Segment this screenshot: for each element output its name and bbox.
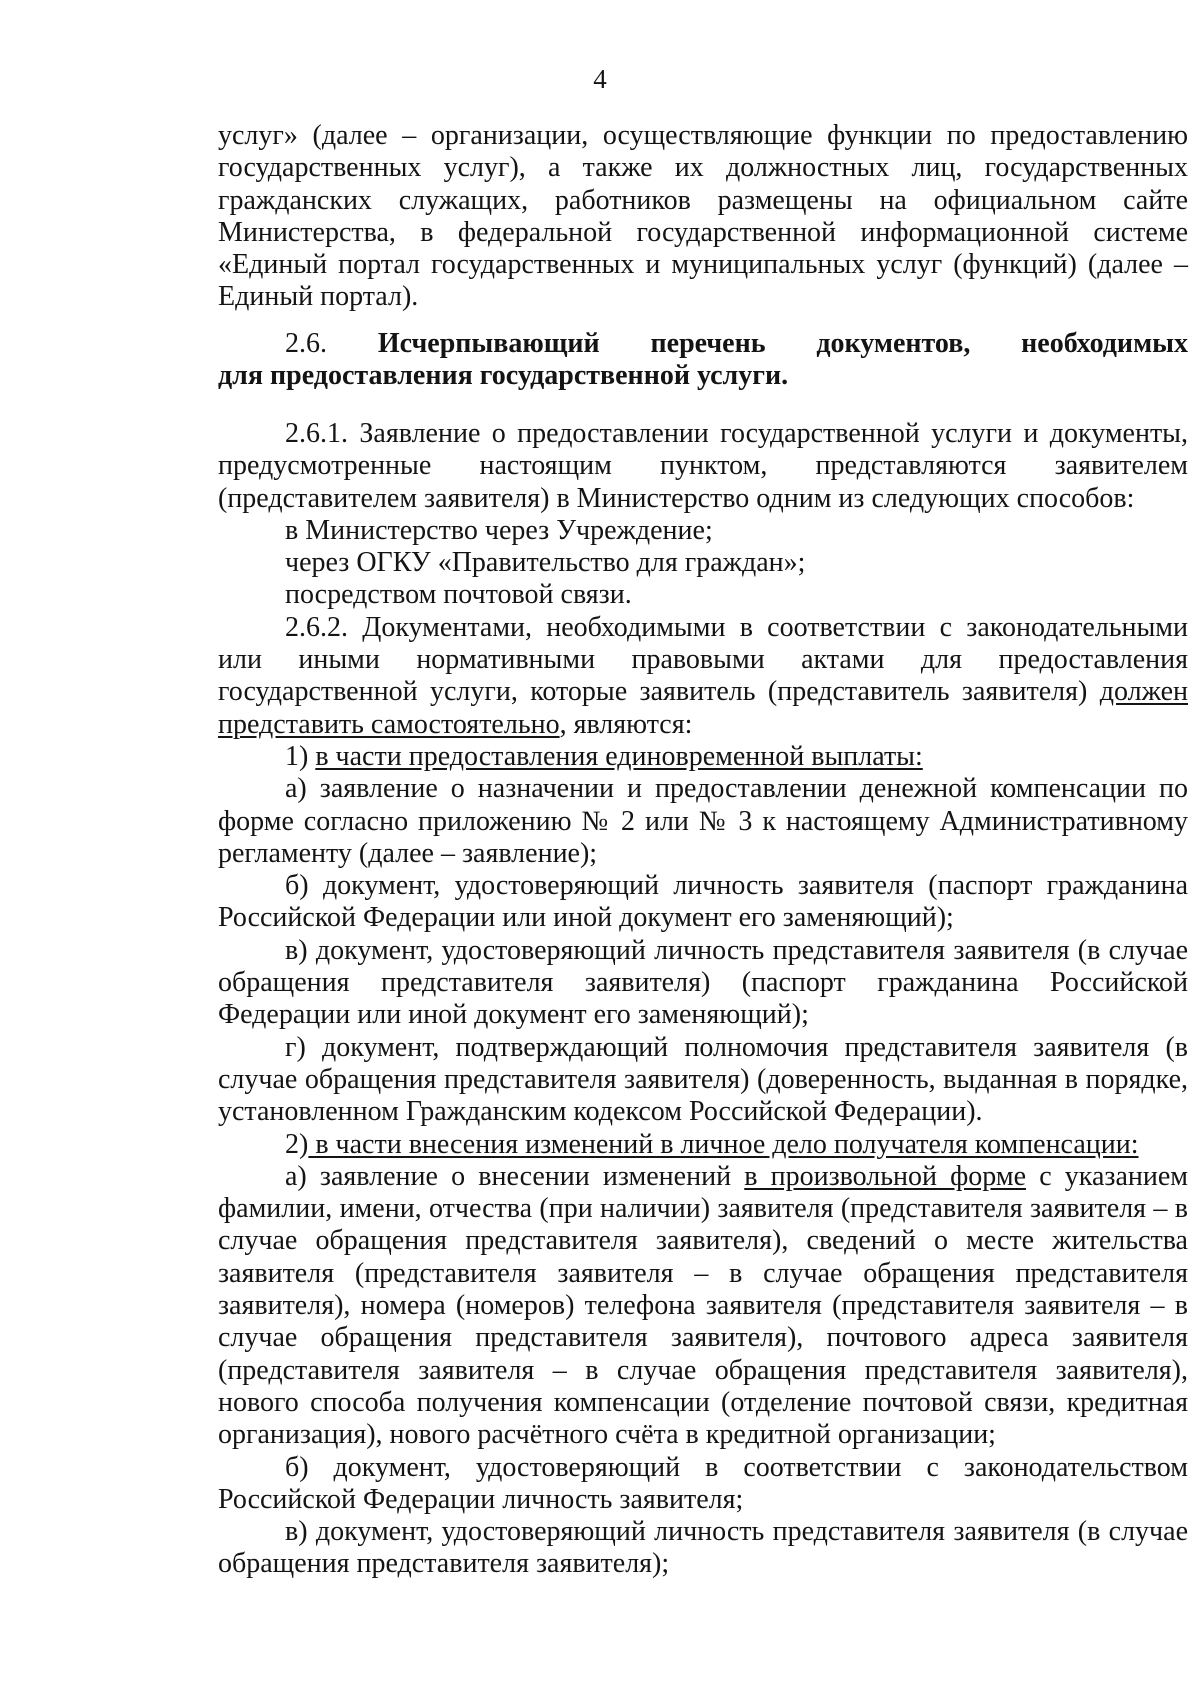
intro-line: государственных услуг), а также их должностных лиц, государственных [218,152,1188,184]
list-item: б) документ, удостоверяющий личность заявителя (паспорт гражданина Российской Федерации или иной документ его заменяющий); [218,870,1188,934]
list-item: в) документ, удостоверяющий личность представителя заявителя (в случае обращения представителя заявителя) (паспорт гражданина Российской Федерации или иной документ его заменяющий); [218,934,1188,1031]
method-item: посредством почтовой связи. [285,579,632,611]
list-item: г) документ, подтверждающий полномочия представителя заявителя (в случае обращения представителя заявителя) (доверенность, выданная в порядке, установленном Гражданским кодексом Российской Федерации). [218,1031,1188,1128]
intro-line: гражданских служащих, работников размещены на официальном сайте [218,184,1188,216]
part-1-title: 1) в части предоставления единовременной выплаты: [285,740,923,772]
heading-line-1 [218,328,1188,360]
intro-line: услуг» (далее – организации, осуществляющие функции по предоставлению [218,120,1188,151]
paragraph-2-6-1: 2.6.1. Заявление о предоставлении государственной услуги и документы, предусмотренные настоящим пунктом, представляются заявителем (представителем заявителя) в Министерство одним из следующих способов: [218,418,1188,514]
list-item: а) заявление о внесении изменений в произвольной форме с указанием фамилии, имени, отчества (при наличии) заявителя (представителя заявителя – в случае обращения представителя заявителя), сведений о месте жительства заявителя (представителя заявителя – в случае обращения представителя заявителя), номера (номеров) телефона заявителя (представителя заявителя – в случае обращения представителя заявителя), почтового адреса заявителя (представителя заявителя – в случае обращения представителя заявителя), нового способа получения компенсации (отделение почтовой связи, кредитная организация), нового расчётного счёта в кредитной организации; [218,1160,1188,1451]
list-item: в) документ, удостоверяющий личность представителя заявителя (в случае обращения представителя заявителя); [218,1516,1188,1580]
method-item: через ОГКУ «Правительство для граждан»; [285,547,806,579]
underlined-phrase: в произвольной форме [744,1160,1027,1192]
underlined-phrase: должен представить самостоятельно [218,676,1188,740]
list-item: б) документ, удостоверяющий в соответствии с законодательством Российской Федерации личность заявителя; [218,1451,1188,1515]
intro-paragraph [218,120,1188,314]
heading-number: 2.6. [285,328,327,359]
paragraph-2-6-2: 2.6.2. Документами, необходимыми в соответствии с законодательными или иными нормативными правовыми актами для предоставления государственной услуги, которые заявитель (представитель заявителя) должен представить самостоятельно, являются: [218,611,1188,740]
intro-line: Единый портал). [218,281,419,313]
heading-title-line-1: Исчерпывающий перечень документов, необходимых [377,328,1188,359]
intro-line: Министерства, в федеральной государственной информационной системе [218,216,1188,248]
method-item: в Министерство через Учреждение; [285,514,713,546]
list-item: а) заявление о назначении и предоставлении денежной компенсации по форме согласно приложению № 2 или № 3 к настоящему Административному регламенту (далее – заявление); [218,773,1188,869]
section-heading [218,328,1188,393]
page-number: 4 [593,64,607,94]
heading-line-2 [218,360,1188,392]
part-2-title: 2) в части внесения изменений в личное дело получателя компенсации: [285,1128,1139,1160]
heading-title-line-2: для предоставления государственной услуги. [218,360,789,392]
document-body [218,418,1188,1581]
intro-line: «Единый портал государственных и муниципальных услуг (функций) (далее – [218,249,1188,281]
